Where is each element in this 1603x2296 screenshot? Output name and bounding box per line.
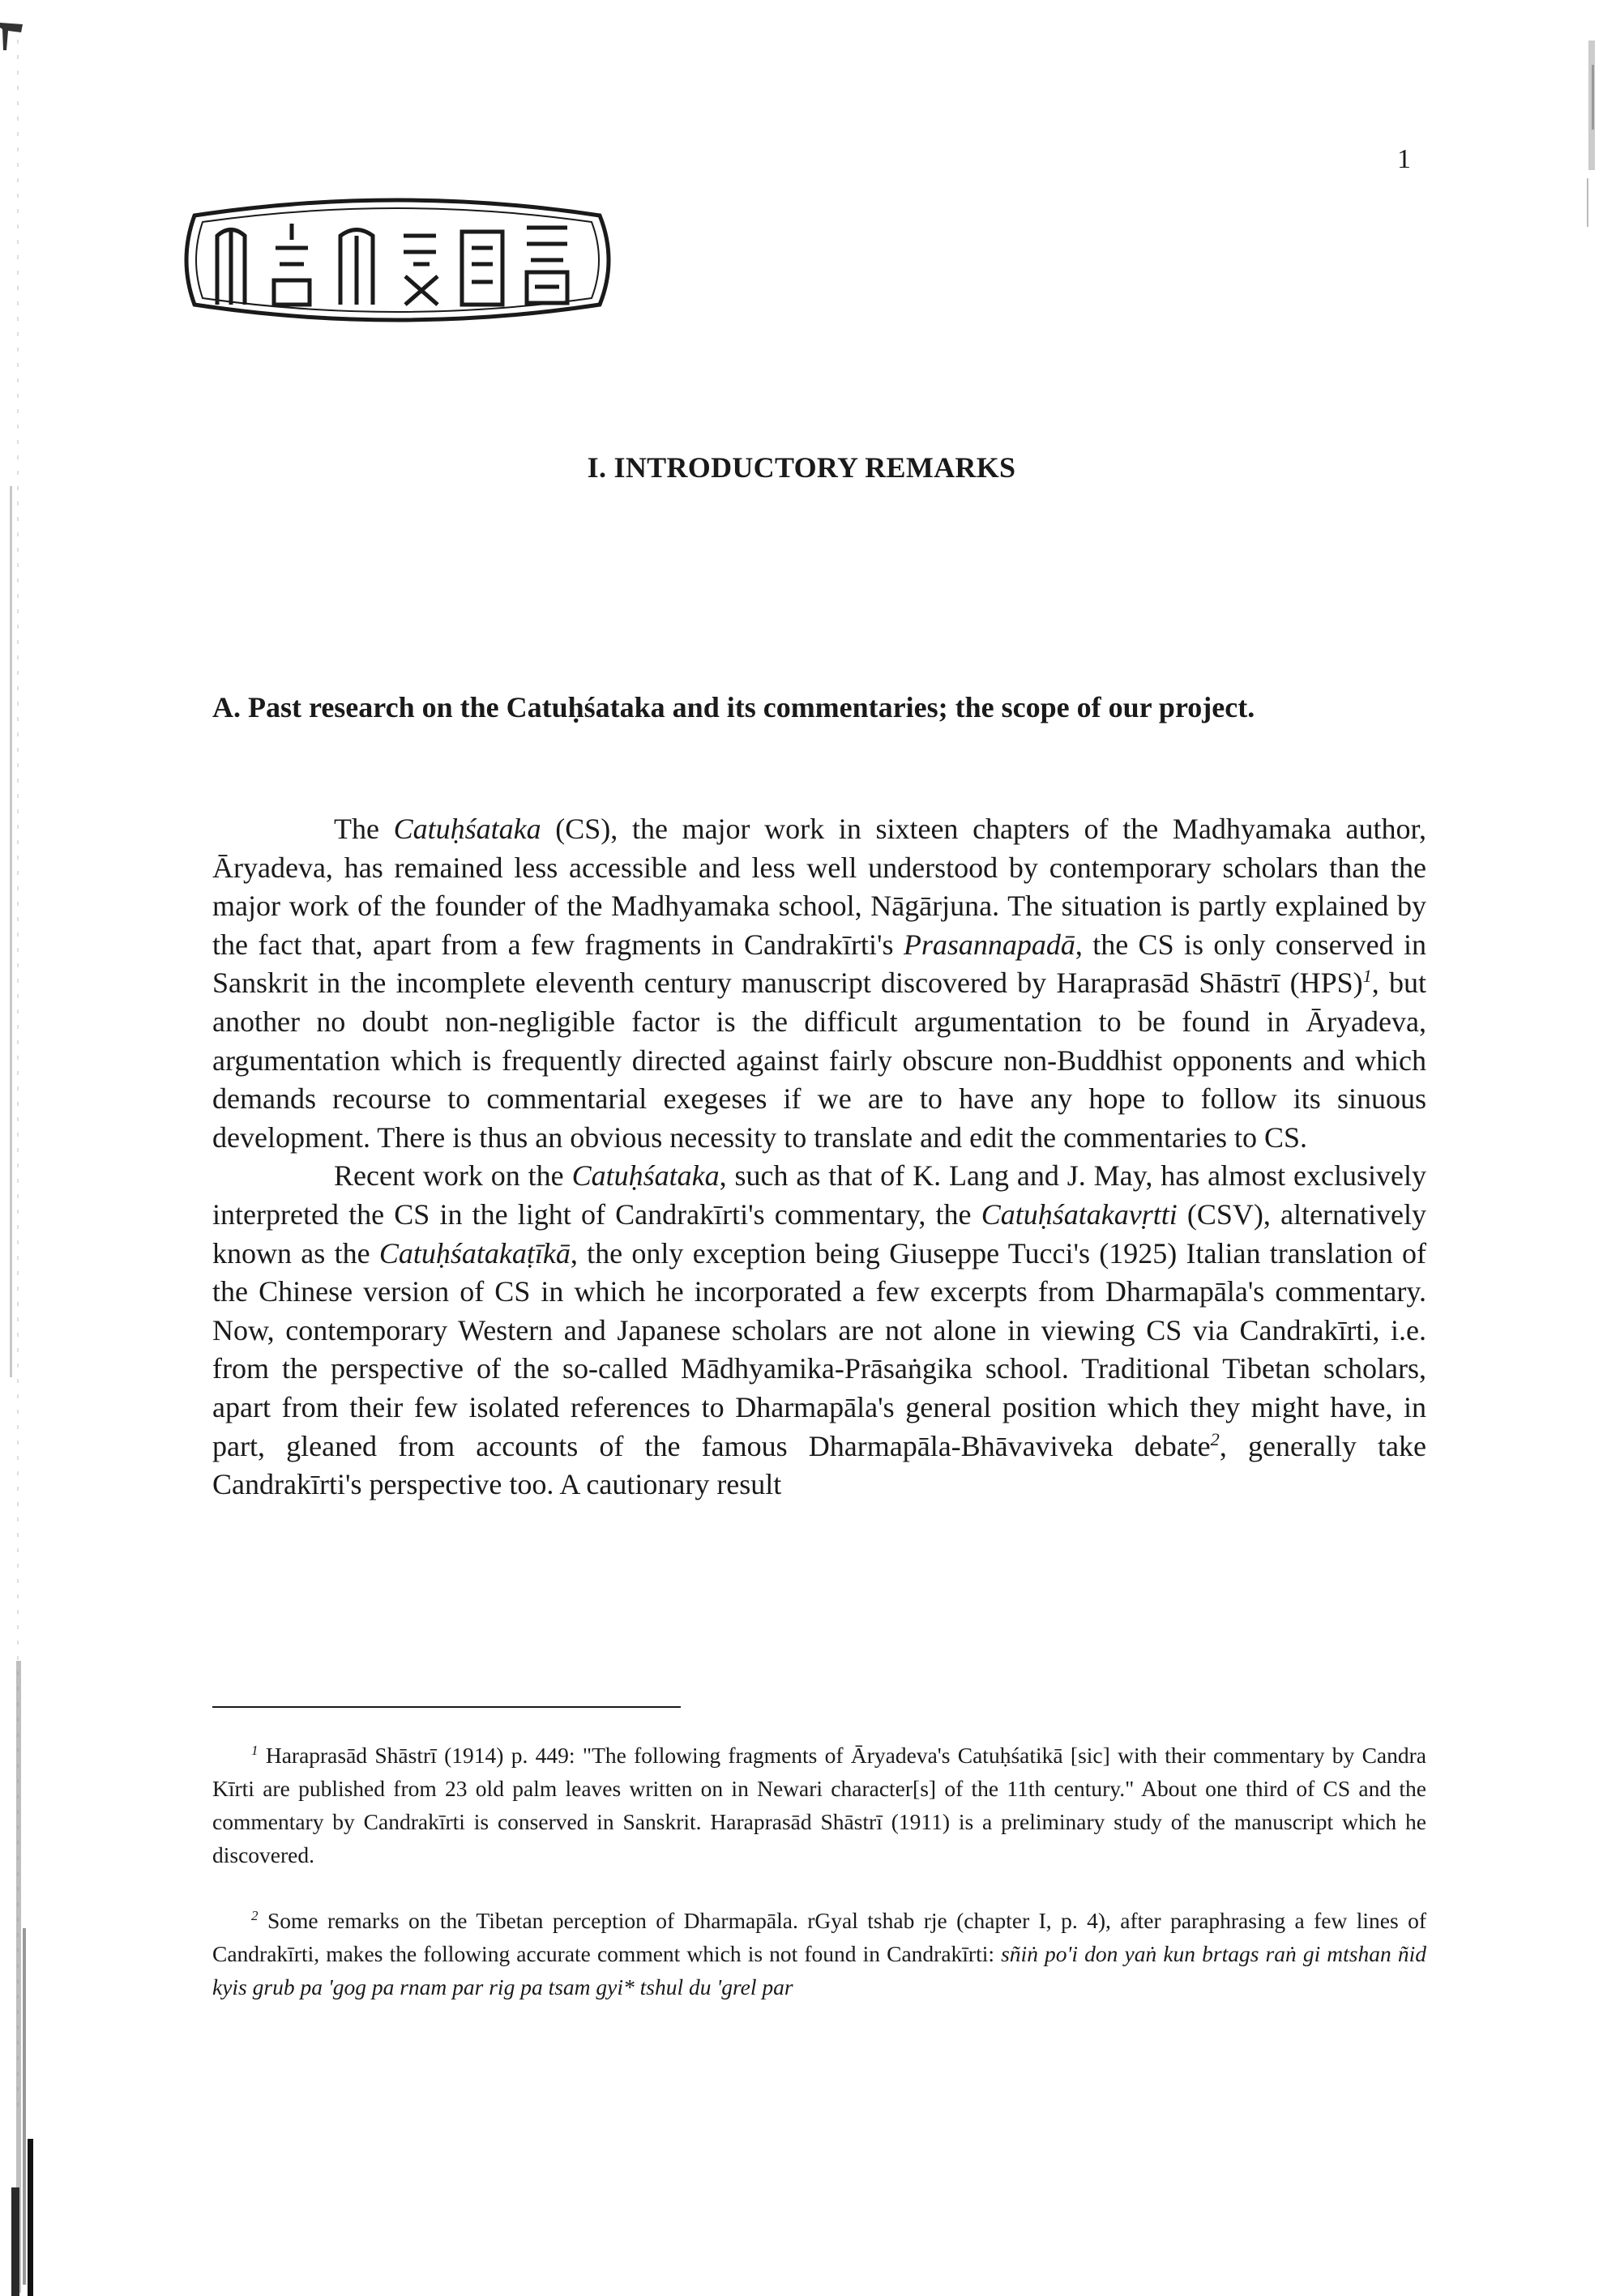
text-run: (CS), the major work in sixteen chapters of the Madhyamaka author, Āryadeva, has remained less accessible and less well understood by contemporary scholars than the major work of the founder of the Madhyamaka school, Nāgārjuna. The situation is partly explained by the fact that, apart from a few fragments in Candrakīrti's [212,813,1427,961]
paragraph-1 [212,810,1426,1157]
body-text [212,810,1426,1504]
text-run: , such as that of K. Lang and J. May, has almost exclusively interpreted the CS in the light of Candrakīrti's commentary, the [212,1159,1426,1231]
tibetan-transliteration: sñiṅ po'i don yaṅ kun brtags raṅ gi mtshan ñid kyis grub pa 'gog pa rnam par rig pa tsam gyi* tshul du 'grel par [212,1941,1426,1999]
paragraph-2 [212,1157,1426,1504]
footnote-ref-2[interactable]: 2 [1210,1428,1220,1449]
footnote-mark: 1 [251,1742,259,1758]
footnote-text: Haraprasād Shāstrī (1914) p. 449: "The following fragments of Āryadeva's Catuḥśatikā [sic] with their commentary by Candra Kīrti are published from 23 old palm leaves written on in Newari character[s] of the 11th century." About one third of CS and the commentary by Candrakīrti is conserved in Sanskrit. Haraprasād Shāstrī (1911) is a preliminary study of the manuscript which he discovered. [212,1743,1427,1867]
work-title: Catuḥśataka [571,1159,720,1193]
footnote-mark: 2 [251,1907,259,1923]
footnote-2 [212,1904,1426,2004]
section-heading: I. INTRODUCTORY REMARKS [587,451,1016,484]
text-run: , the CS is only conserved in Sanskrit in the incomplete eleventh century manuscript discovered by Haraprasād Shāstrī (HPS) [212,928,1426,1000]
footnotes [212,1739,1426,2004]
footnote-text: Some remarks on the Tibetan perception of Dharmapāla. rGyal tshab rje (chapter I, p. 4), after paraphrasing a few lines of Candrakīrti, makes the following accurate comment which is not found in Candrakīrti: [212,1908,1427,1966]
footnote-ref-1[interactable]: 1 [1362,966,1372,987]
text-run: , the only exception being Giuseppe Tucci's (1925) Italian translation of the Chinese version of CS in which he incorporated a few excerpts from Dharmapāla's commentary. Now, contemporary Western and Japanese scholars are not alone in viewing CS via Candrakīrti, i.e. from the perspective of the so-called Mādhyamika-Prāsaṅgika school. Traditional Tibetan scholars, apart from their few isolated references to Dharmapāla's general position which they might have, in part, gleaned from accounts of the famous Dharmapāla-Bhāvaviveka debate [212,1236,1427,1462]
footnote-1 [212,1739,1426,1871]
footnote-divider [212,1706,681,1708]
text-run: , generally take Candrakīrti's perspective too. A cautionary result [212,1429,1426,1501]
text-run: (CSV), alternatively known as the [212,1197,1426,1270]
text-run: Recent work on the [334,1159,572,1193]
page-number: 1 [1397,144,1411,174]
work-title: Catuḥśatakavṛtti [981,1197,1178,1231]
scan-edge-right [1579,0,1603,259]
scan-edge-left [0,0,39,2296]
work-title: Catuḥśatakaṭīkā [378,1236,571,1270]
text-run: The [334,813,394,845]
work-title: Prasannapadā [903,928,1075,961]
library-seal-stamp [170,191,624,329]
subsection-heading: A. Past research on the Catuḥśataka and its commentaries; the scope of our project. [212,691,1255,723]
work-title: Catuḥśataka [393,813,541,845]
text-run: , but another no doubt non-negligible factor is the difficult argumentation to be found in Āryadeva, argumentation which is frequently directed against fairly obscure non-Buddhist opponents and which demands recourse to commentarial exegeses if we are to have any hope to follow its sinuous development. There is thus an obvious necessity to translate and edit the commentaries to CS. [212,967,1426,1154]
